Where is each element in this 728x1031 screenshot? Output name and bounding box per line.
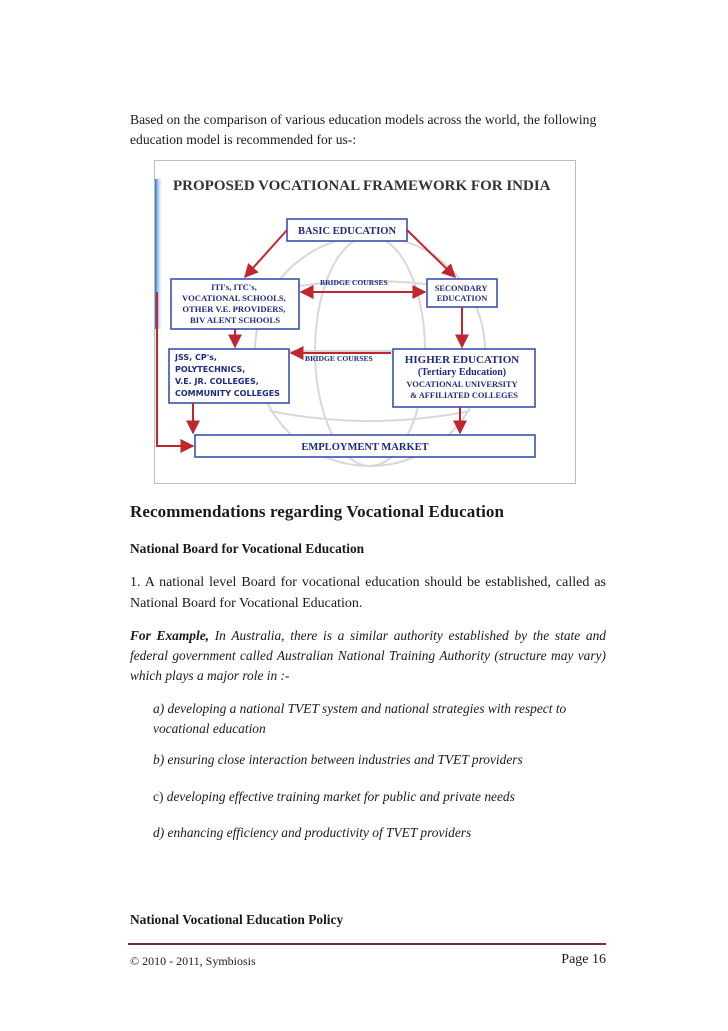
vocational-framework-figure bbox=[154, 160, 576, 484]
bridge-courses-mid-label: BRIDGE COURSES bbox=[305, 354, 373, 363]
example-text: In Australia, there is a similar authority established by the state and federal government called Australian National Training Authority (structure may vary) which plays a major role in :- bbox=[130, 628, 606, 683]
subheading-national-board: National Board for Vocational Education bbox=[130, 541, 365, 556]
list-item-d bbox=[153, 823, 605, 843]
section-heading: Recommendations regarding Vocational Education bbox=[130, 502, 505, 521]
intro-paragraph: Based on the comparison of various education models across the world, the following education model is recommended for us-: bbox=[130, 112, 597, 147]
arrow-basic-to-secondary bbox=[407, 230, 455, 277]
example-paragraph bbox=[130, 626, 606, 686]
bridge-courses-top-label: BRIDGE COURSES bbox=[320, 278, 388, 287]
list-item-b bbox=[153, 750, 605, 770]
list-text-d: enhancing efficiency and productivity of TVET providers bbox=[167, 825, 472, 840]
higher-line-4: & AFFILIATED COLLEGES bbox=[410, 391, 518, 400]
framework-diagram bbox=[155, 161, 575, 483]
iti-line-2: VOCATIONAL SCHOOLS, bbox=[182, 293, 286, 303]
list-text-b: ensuring close interaction between industries and TVET providers bbox=[167, 752, 523, 767]
iti-line-1: ITI's, ITC's, bbox=[211, 282, 257, 292]
svg-text:HIGHER EDUCATION (Tert bbox=[405, 350, 523, 400]
higher-line-1: HIGHER EDUCATION bbox=[404, 354, 520, 366]
arrow-basic-to-iti bbox=[245, 230, 287, 277]
employment-market-label: EMPLOYMENT MARKET bbox=[301, 442, 429, 453]
footer-copyright: © 2010 - 2011, Symbiosis bbox=[130, 954, 256, 968]
higher-line-3: VOCATIONAL UNIVERSITY bbox=[406, 380, 518, 389]
figure-title: PROPOSED VOCATIONAL FRAMEWORK FOR INDIA bbox=[173, 178, 551, 194]
jss-line-1: JSS, CP's, bbox=[175, 353, 217, 362]
list-item-c bbox=[153, 787, 605, 807]
subheading-policy: National Vocational Education Policy bbox=[130, 912, 344, 927]
jss-line-3: V.E. JR. COLLEGES, bbox=[175, 377, 259, 386]
secondary-line-2: EDUCATION bbox=[436, 294, 488, 303]
list-letter-a: a) bbox=[153, 701, 165, 716]
list-item-a bbox=[153, 699, 605, 739]
list-letter-c: c) bbox=[153, 789, 164, 804]
iti-line-3: OTHER V.E. PROVIDERS, bbox=[182, 304, 286, 314]
footer-page-number: Page 16 bbox=[561, 952, 606, 967]
list-letter-b: b) bbox=[153, 752, 165, 767]
secondary-line-1: SECONDARY bbox=[434, 284, 488, 293]
list-text-c: developing effective training market for public and private needs bbox=[166, 789, 515, 804]
footer-rule bbox=[128, 943, 606, 945]
higher-line-2: (Tertiary Education) bbox=[417, 367, 507, 378]
jss-line-4: COMMUNITY COLLEGES bbox=[175, 389, 280, 398]
jss-line-2: POLYTECHNICS, bbox=[175, 365, 246, 374]
svg-text:SECONDARY EDUCATION bbox=[435, 284, 490, 303]
list-letter-d: d) bbox=[153, 825, 165, 840]
iti-line-4: BIV ALENT SCHOOLS bbox=[190, 315, 280, 325]
basic-education-label: BASIC EDUCATION bbox=[297, 226, 397, 237]
list-text-a: developing a national TVET system and national strategies with respect to vocational education bbox=[153, 701, 567, 736]
point-1-paragraph: 1. A national level Board for vocational education should be established, called as National Board for Vocational Education. bbox=[130, 575, 606, 611]
example-label: For Example, bbox=[130, 628, 209, 643]
